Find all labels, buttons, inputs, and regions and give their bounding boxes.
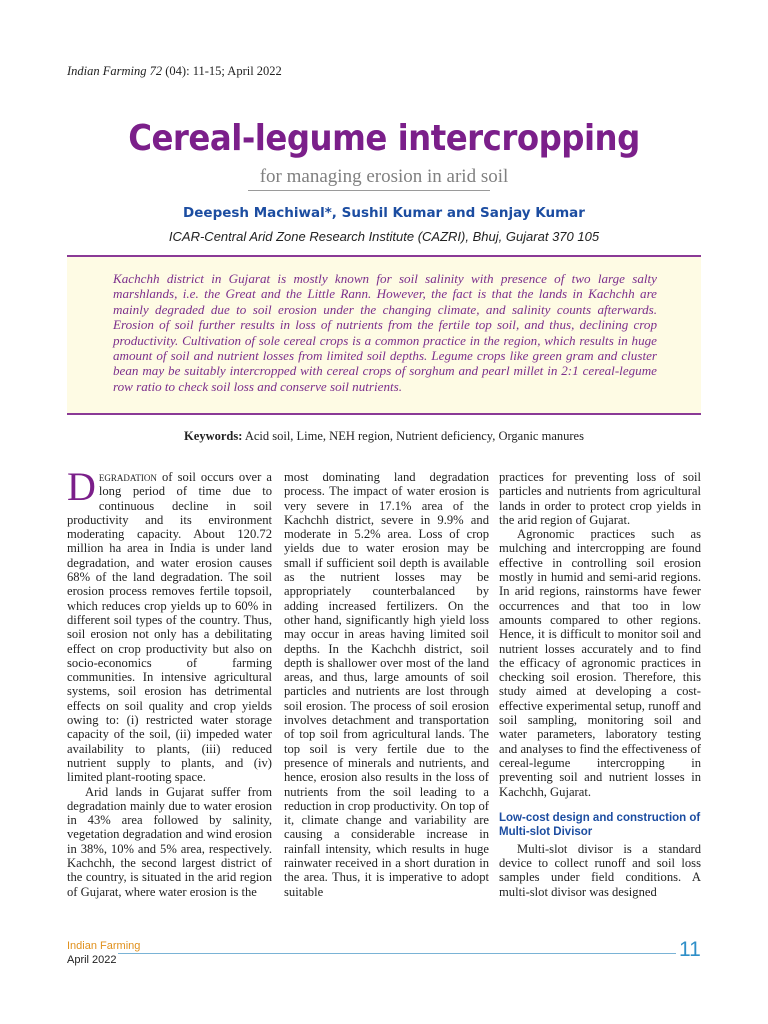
author-list: Deepesh Machiwal*, Sushil Kumar and Sanjay Kumar [183, 205, 585, 221]
body-paragraph: Arid lands in Gujarat suffer from degradation mainly due to water erosion in 43% area followed by salinity, vegetation degradation and wind erosion in 38%, 10% and 5% area, respectively. Kachchh, the second largest district of the country, is situated in the arid region of Gujarat, where water erosion is the [67, 784, 272, 899]
body-paragraph: most dominating land degradation process. The impact of water erosion is very severe in 17.1% area of the Kachchh district, severe in 9.9% and moderate in 5.2% area. Loss of crop yields due to water erosion may be small if sufficient soil depth is available as the nutrient losses may be appropriately counterbalanced by adding increased fertilizers. On the other hand, significantly high yield loss may occur in areas having limited soil depths. In the Kachchh district, soil depth is shallower over most of the land areas, and thus, large amounts of soil particles and nutrients are lost through soil erosion. The process of soil erosion involves detachment and transportation of top soil from agricultural lands. The top soil is very fertile due to the presence of minerals and nutrients, and hence, erosion also results in the loss of nutrients from the soil leading to a reduction in crop productivity. On top of it, climate change and variability are causing a considerable increase in rainfall intensity, which results in huge rainwater received in a short duration in the area. Thus, it is imperative to adopt suitable [284, 470, 489, 899]
keywords-list: Acid soil, Lime, NEH region, Nutrient deficiency, Organic manures [244, 429, 584, 443]
body-paragraph: practices for preventing loss of soil particles and nutrients from agricultural lands in order to protect crop yields in the arid region of Gujarat. [499, 470, 701, 527]
abstract-text: Kachchh district in Gujarat is mostly known for soil salinity with presence of two large salty marshlands, i.e. the Great and the Little Rann. However, the fact is that the lands in Kachchh are mainly degraded due to soil erosion under the changing climate, and salinity counts afterwards. Erosion of soil further results in loss of nutrients from the fertile top soil, and thus, declining crop productivity. Cultivation of sole cereal crops is a common practice in the region, which results in huge amount of soil and nutrient losses from limited soil depths. Legume crops like green gram and cluster bean may be suitably intercropped with cereal crops of sorghum and pearl millet in 2:1 cereal-legume row ratio to check soil loss and conserve soil nutrients. [113, 271, 657, 394]
body-column-1 [67, 464, 272, 899]
journal-citation [67, 64, 282, 79]
body-paragraph: Multi-slot divisor is a standard device to collect runoff and soil loss samples under field conditions. A multi-slot divisor was designed [499, 841, 701, 899]
journal-name: Indian Farming 72 [67, 64, 163, 78]
keywords-label: Keywords: [184, 429, 243, 443]
article-title: Cereal-legume intercropping [128, 118, 640, 159]
body-paragraph [67, 464, 272, 785]
footer-divider [118, 953, 676, 954]
lead-word: egradation [98, 470, 157, 484]
page-number: 11 [679, 938, 701, 961]
paragraph-text: of soil occurs over a long period of time due to continuous decline in soil productivity and its environment moderating capacity. About 120.72 million ha area in India is under land degradation, and water erosion causes 68% of the land degradation. The soil erosion process removes fertile topsoil, which reduces crop yields up to 60% in different soil types of the country. Thus, soil erosion not only has a debilitating effect on crop productivity but also on socio-economics of farming communities. In intensive agricultural systems, soil erosion has detrimental effects on soil quality and crop yields owing to: (i) restricted water storage capacity of the soil, (ii) impeded water availability to plants, (iii) reduced nutrient supply to plants, and (iv) limited plant-rooting space. [67, 470, 272, 785]
drop-cap: D [67, 464, 96, 509]
affiliation: ICAR-Central Arid Zone Research Institute (CAZRI), Bhuj, Gujarat 370 105 [168, 229, 600, 244]
subtitle-divider [248, 190, 490, 191]
abstract-box [67, 255, 701, 415]
section-heading: Low-cost design and construction of Multi-slot Divisor [499, 811, 701, 838]
footer-date: April 2022 [67, 954, 117, 966]
footer-journal-name: Indian Farming [67, 940, 141, 952]
keywords-line [0, 429, 768, 444]
article-subtitle: for managing erosion in arid soil [259, 166, 509, 187]
body-paragraph: Agronomic practices such as mulching and intercropping are found effective in controlling soil erosion mostly in humid and semi-arid regions. In arid regions, rainstorms have fewer occurrences and that too in low amounts compared to other regions. Hence, it is difficult to monitor soil and nutrient losses accurately and to find the efficacy of agronomic practices in checking soil erosion. Therefore, this study aimed at developing a cost-effective experimental setup, runoff and soil sampling, monitoring soil and water parameters, laboratory testing and analyses to find the effectiveness of cereal-legume intercropping in preventing soil and nutrient losses in Kachchh, Gujarat. [499, 527, 701, 799]
body-column-3 [499, 470, 701, 899]
journal-issue: (04): 11-15; April 2022 [165, 64, 282, 78]
body-column-2 [284, 470, 489, 899]
